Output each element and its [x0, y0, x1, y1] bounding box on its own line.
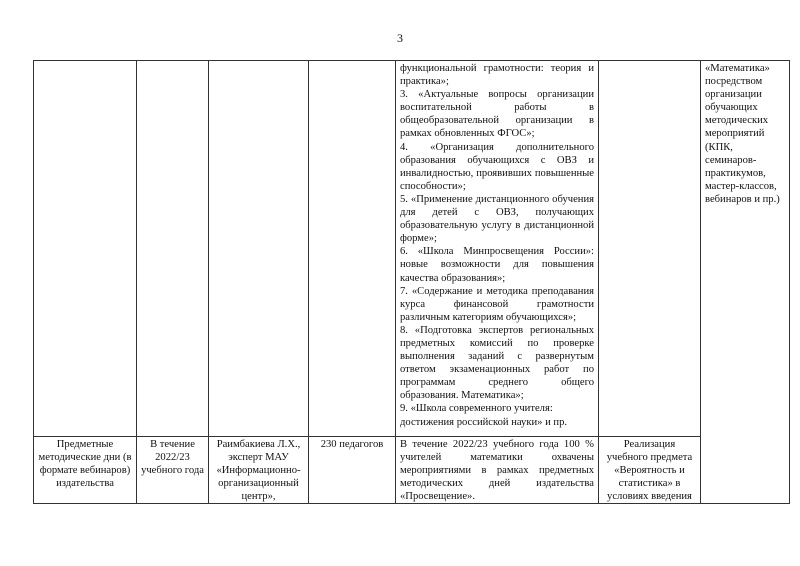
- cell-dates: В течение 2022/23 учебного года: [137, 437, 209, 504]
- list-item: 8. «Подготовка экспертов региональных предметных комиссий по проверке выполнения заданий с развернутым ответом экзаменационных работ по программам среднего общего образования. Математика»;: [400, 324, 594, 402]
- cell-responsible-empty: [209, 61, 309, 437]
- list-item: 7. «Содержание и методика преподавания курса финансовой грамотности различным категориям обучающихся»;: [400, 285, 594, 323]
- list-item: 6. «Школа Минпросвещения России»: новые возможности для повышения качества образования»;: [400, 246, 594, 284]
- cell-participants: 230 педагогов: [309, 437, 396, 504]
- cell-event-name: Предметные методические дни (в формате вебинаров) издательства: [34, 437, 137, 504]
- list-item: функциональной грамотности: теория и практика»;: [400, 63, 594, 88]
- cell-responsible: Раимбакиева Л.Х., эксперт МАУ «Информационно-организационный центр»,: [209, 437, 309, 504]
- cell-problems: Реализация учебного предмета «Вероятность и статистика» в условиях введения: [599, 437, 701, 504]
- cell-results-list: [396, 61, 599, 437]
- cell-participants-empty: [309, 61, 396, 437]
- list-item: 4. «Организация дополнительного образования обучающихся с ОВЗ и инвалидностью, проявивших повышенные способности»;: [400, 141, 594, 192]
- activities-table: [33, 60, 790, 504]
- cell-goals: «Математика» посредством организации обучающих методических мероприятий (КПК, семинаров-практикумов, мастер-классов, вебинаров и пр.): [701, 61, 790, 504]
- page-number: 3: [397, 31, 403, 45]
- table-row: [34, 437, 790, 504]
- list-item: 3. «Актуальные вопросы организации воспитательной работы в общеобразовательной организации в рамках обновленных ФГОС»;: [400, 89, 594, 140]
- cell-results: В течение 2022/23 учебного года 100 % учителей математики охвачены мероприятиями в рамках предметных методических дней издательства «Просвещение».: [396, 437, 599, 504]
- cell-event-empty: [34, 61, 137, 437]
- list-item: 5. «Применение дистанционного обучения для детей с ОВЗ, получающих образовательную услугу в дистанционной форме»;: [400, 193, 594, 245]
- cell-dates-empty: [137, 61, 209, 437]
- cell-problems-empty: [599, 61, 701, 437]
- table-row: [34, 61, 790, 437]
- list-item: 9. «Школа современного учителя: достижения российской науки» и пр.: [400, 403, 568, 428]
